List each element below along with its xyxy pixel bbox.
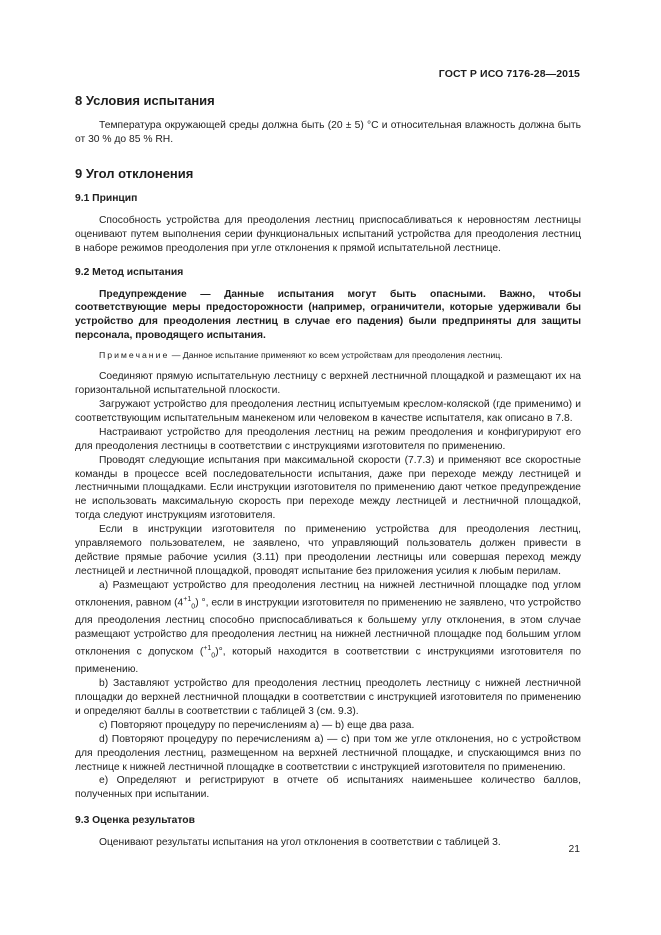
note-label: Примечание	[99, 350, 170, 361]
document-code: ГОСТ Р ИСО 7176-28—2015	[438, 68, 580, 80]
list-item-a	[75, 579, 581, 677]
section-8-paragraph: Температура окружающей среды должна быть (20 ± 5) °С и относительная влажность должна быть от 30 % до 85 % RH.	[75, 120, 581, 145]
method-paragraph-2: Загружают устройство для преодоления лестниц испытуемым креслом-коляской (где применимо) и соответствующим испытательным манекеном или человеком в качестве испытателя, как описано в 7.8.	[75, 398, 581, 424]
section-9-2-heading: 9.2 Метод испытания	[75, 266, 184, 278]
section-9-1-paragraph: Способность устройства для преодоления лестниц приспосабливаться к неровностям лестницы оценивают путем выполнения серии функциональных испытаний устройства для преодоления лестниц в наборе режимов преодоления при угле отклонения к прямой испытательной лестнице.	[75, 214, 581, 254]
tolerance-upper-2: +1	[203, 644, 212, 652]
page-number: 21	[568, 844, 580, 855]
section-9-3-heading: 9.3 Оценка результатов	[75, 815, 195, 827]
note-paragraph	[75, 349, 581, 362]
tolerance-lower-1: 0	[191, 603, 196, 611]
list-item-b: b) Заставляют устройство для преодоления лестниц преодолеть лестницу с нижней лестничной площадки до верхней лестничной площадки в соответствии с инструкцией изготовителя по применению и определяют баллы в соответствии с таблицей 3 (см. 9.3).	[75, 678, 581, 717]
method-paragraph-4: Проводят следующие испытания при максимальной скорости (7.7.3) и применяют все скоростные команды в процессе всей последовательности испытания, даже при переходе между лестницей и лестничными площадками. Если инструкции изготовителя по применению дают четкое предупреждение не использовать максимальную скорость при переходе между лестницей и лестничной площадкой, тогда следуют инструкциям изготовителя.	[75, 454, 581, 522]
tolerance-lower-2: 0	[211, 652, 216, 660]
list-item-a-text-1: a) Размещают устройство для преодоления лестниц на нижней лестничной площадке под углом отклонения, равном (4	[75, 579, 581, 609]
list-item-a-text-3: )°, который находится в соответствии с инструкциями изготовителя по применению.	[75, 646, 581, 676]
page-content	[75, 92, 581, 850]
section-8-heading: 8 Условия испытания	[75, 93, 215, 108]
list-item-e: e) Определяют и регистрируют в отчете об испытаниях наименьшее количество баллов, полученных при испытании.	[75, 775, 581, 801]
section-9-heading: 9 Угол отклонения	[75, 165, 194, 181]
method-paragraph-3: Настраивают устройство для преодоления лестниц на режим преодоления и конфигурируют его для преодоления лестницы в соответствии с инструкциями изготовителя по применению.	[75, 426, 581, 452]
section-9-3-paragraph: Оценивают результаты испытания на угол отклонения в соответствии с таблицей 3.	[99, 837, 501, 849]
note-text: — Данное испытание применяют ко всем устройствам для преодоления лестниц.	[169, 350, 503, 361]
list-item-a-text-2: ) °, если в инструкции изготовителя по применению не заявлено, что устройство для преодоления лестниц способно приспосабливаться к большему углу отклонения, в этом случае размещают устройство для преодоления лестниц на нижней лестничной площадке под большим углом отклонения с допуском (	[75, 597, 581, 658]
list-item-d: d) Повторяют процедуру по перечислениям a) — c) при том же угле отклонения, но с устройством для преодоления лестниц, размещенном на верхней лестничной площадке, и спускающимся вниз по лестнице к нижней лестничной площадке в соответствии с инструкцией изготовителя по применению.	[75, 733, 581, 773]
tolerance-upper-1: +1	[183, 595, 192, 603]
list-item-c: c) Повторяют процедуру по перечислениям a) — b) еще два раза.	[99, 719, 415, 731]
method-paragraph-5: Если в инструкции изготовителя по применению устройства для преодоления лестниц, управляемого пользователем, не заявлено, что управляющий пользователь должен привести в действие прямые рабочие усилия (3.11) при преодолении лестницы или совершая переход между лестницей и лестничной площадкой, проводят испытание без приложения усилия к любым перилам.	[75, 524, 581, 577]
warning-paragraph: Предупреждение — Данные испытания могут быть опасными. Важно, чтобы соответствующие меры предосторожности (например, ограничители, которые удерживали бы устройство для преодоления лестниц в случае его падения) были предприняты для защиты персонала, проводящего испытания.	[75, 288, 581, 342]
method-paragraph-1: Соединяют прямую испытательную лестницу с верхней лестничной площадкой и размещают их на горизонтальной испытательной плоскости.	[75, 371, 581, 397]
section-9-1-heading: 9.1 Принцип	[75, 192, 138, 204]
